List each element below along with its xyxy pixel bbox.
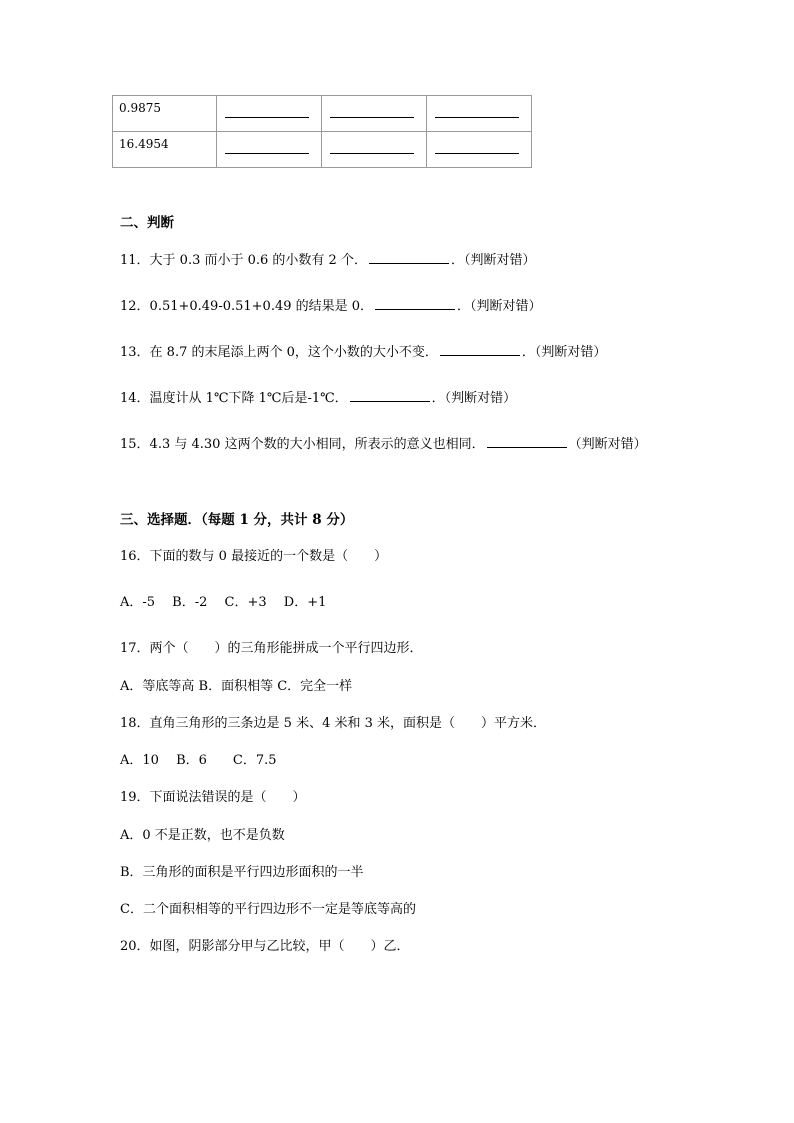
answer-blank[interactable] bbox=[487, 446, 567, 448]
question-number: 11． bbox=[120, 253, 150, 268]
section-title-choice: 三、选择题．（每题 1 分，共计 8 分） bbox=[120, 512, 354, 528]
answer-blank[interactable] bbox=[375, 308, 455, 310]
question-17: 17．两个（ ）的三角形能拼成一个平行四边形． bbox=[120, 641, 423, 656]
answer-blank-cell[interactable] bbox=[322, 96, 427, 132]
table-cell-number: 0.9875 bbox=[113, 96, 217, 132]
answer-blank[interactable] bbox=[369, 262, 449, 264]
question-suffix: ．（判断对错） bbox=[431, 391, 517, 406]
question-text: 温度计从 1℃下降 1℃后是-1℃． bbox=[149, 391, 348, 406]
answer-blank-cell[interactable] bbox=[322, 132, 427, 168]
answer-blank-cell[interactable] bbox=[217, 96, 322, 132]
question-12 bbox=[120, 295, 542, 314]
question-16: 16．下面的数与 0 最接近的一个数是（ ） bbox=[120, 549, 388, 564]
question-19: 19．下面说法错误的是（ ） bbox=[120, 790, 306, 805]
table-row bbox=[113, 132, 532, 168]
question-text: 4.3 与 4.30 这两个数的大小相同，所表示的意义也相同． bbox=[149, 437, 485, 452]
question-20: 20．如图，阴影部分甲与乙比较，甲（ ）乙． bbox=[120, 939, 410, 954]
question-number: 12． bbox=[120, 299, 150, 314]
question-18: 18．直角三角形的三条边是 5 米、4 米和 3 米，面积是（ ）平方米． bbox=[120, 716, 547, 731]
question-17-options: A．等底等高 B．面积相等 C．完全一样 bbox=[120, 679, 353, 694]
answer-blank-cell[interactable] bbox=[427, 132, 532, 168]
question-16-options: A．-5 B．-2 C．+3 D．+1 bbox=[120, 595, 327, 610]
question-11 bbox=[120, 249, 535, 268]
question-19-option-c: C．二个面积相等的平行四边形不一定是等底等高的 bbox=[120, 902, 416, 917]
rounding-table bbox=[112, 95, 532, 168]
table-row bbox=[113, 96, 532, 132]
question-text: 大于 0.3 而小于 0.6 的小数有 2 个． bbox=[149, 253, 367, 268]
question-13 bbox=[120, 341, 606, 360]
section-title-judgement: 二、判断 bbox=[120, 215, 174, 231]
question-suffix: ．（判断对错） bbox=[521, 345, 607, 360]
question-suffix: ．（判断对错） bbox=[450, 253, 536, 268]
question-19-option-b: B．三角形的面积是平行四边形面积的一半 bbox=[120, 865, 364, 880]
question-15 bbox=[120, 433, 647, 452]
question-number: 14． bbox=[120, 391, 150, 406]
question-number: 15． bbox=[120, 437, 150, 452]
answer-blank-cell[interactable] bbox=[217, 132, 322, 168]
question-number: 13． bbox=[120, 345, 150, 360]
question-14 bbox=[120, 387, 516, 406]
answer-blank-cell[interactable] bbox=[427, 96, 532, 132]
answer-blank[interactable] bbox=[440, 354, 520, 356]
answer-blank[interactable] bbox=[350, 400, 430, 402]
question-19-option-a: A．0 不是正数，也不是负数 bbox=[120, 828, 285, 843]
table-cell-number: 16.4954 bbox=[113, 132, 217, 168]
question-suffix: （判断对错） bbox=[568, 437, 647, 452]
question-suffix: ．（判断对错） bbox=[457, 299, 542, 314]
question-text: 0.51+0.49-0.51+0.49 的结果是 0． bbox=[149, 299, 374, 314]
question-18-options: A．10 B．6 C．7.5 bbox=[120, 753, 277, 768]
question-text: 在 8.7 的末尾添上两个 0，这个小数的大小不变． bbox=[149, 345, 438, 360]
